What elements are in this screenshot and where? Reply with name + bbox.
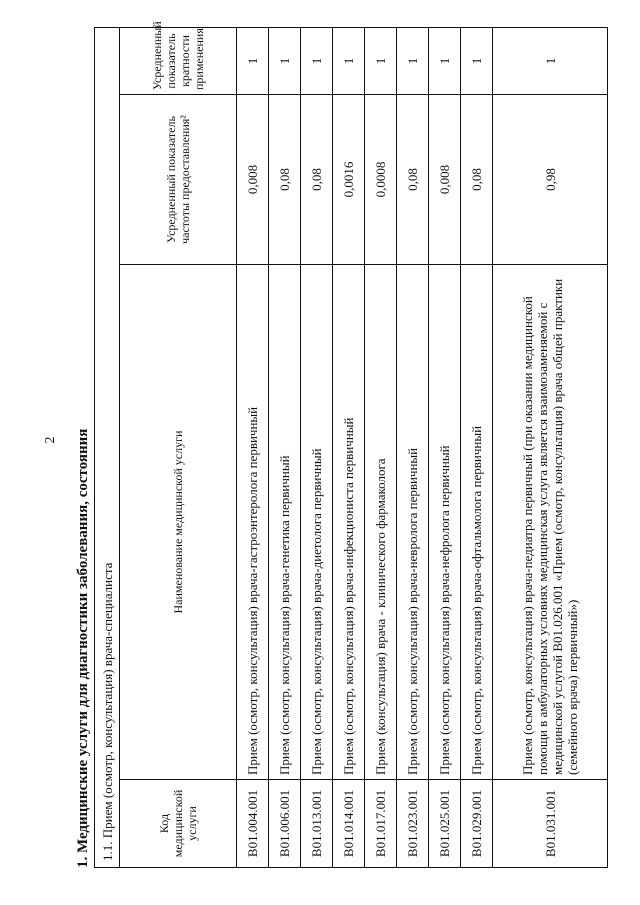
service-frequency: 0,08 xyxy=(301,95,333,265)
service-name: Прием (осмотр, консультация) врача-гастроэнтеролога первичный xyxy=(237,265,269,780)
service-frequency: 0,08 xyxy=(269,95,301,265)
service-frequency: 0,0008 xyxy=(365,95,397,265)
table-row xyxy=(461,27,493,867)
service-name: Прием (консультация) врача - клинического фармаколога xyxy=(365,265,397,780)
table-row xyxy=(429,27,461,867)
service-multiplicity: 1 xyxy=(333,27,365,94)
services-table xyxy=(94,21,608,868)
service-multiplicity: 1 xyxy=(301,27,333,94)
table-row xyxy=(269,27,301,867)
service-code: B01.006.001 xyxy=(269,780,301,868)
service-name: Прием (осмотр, консультация) врача-диетолога первичный xyxy=(301,265,333,780)
service-code: B01.013.001 xyxy=(301,780,333,868)
service-multiplicity: 1 xyxy=(237,27,269,94)
service-frequency: 0,08 xyxy=(397,95,429,265)
service-frequency: 0,0016 xyxy=(333,95,365,265)
table-row xyxy=(333,27,365,867)
section-title: 1. Медицинские услуги для диагностики заболевания, состояния xyxy=(75,428,91,868)
table-row xyxy=(365,27,397,867)
service-code: B01.025.001 xyxy=(429,780,461,868)
table-row xyxy=(493,27,608,867)
service-name: Прием (осмотр, консультация) врача-офтальмолога первичный xyxy=(461,265,493,780)
service-frequency: 0,008 xyxy=(237,95,269,265)
service-frequency: 0,08 xyxy=(461,95,493,265)
rotated-content xyxy=(72,21,640,868)
service-frequency: 0,008 xyxy=(429,95,461,265)
service-name: Прием (осмотр, консультация) врача-нефролога первичный xyxy=(429,265,461,780)
service-multiplicity: 1 xyxy=(429,27,461,94)
header-frequency: Усредненный показатель частоты предоставления² xyxy=(120,95,237,265)
table-row xyxy=(237,27,269,867)
service-code: B01.031.001 xyxy=(493,780,608,868)
service-code: B01.023.001 xyxy=(397,780,429,868)
header-code: Код медицинской услуги xyxy=(120,780,237,868)
service-multiplicity: 1 xyxy=(269,27,301,94)
service-code: B01.029.001 xyxy=(461,780,493,868)
header-name: Наименование медицинской услуги xyxy=(120,265,237,780)
service-multiplicity: 1 xyxy=(365,27,397,94)
service-frequency: 0,98 xyxy=(493,95,608,265)
service-multiplicity: 1 xyxy=(461,27,493,94)
table-row xyxy=(397,27,429,867)
service-code: B01.017.001 xyxy=(365,780,397,868)
subsection-title: 1.1. Прием (осмотр, консультация) врача-специалиста xyxy=(95,27,120,867)
subsection-row xyxy=(95,27,120,867)
header-row xyxy=(120,27,237,867)
service-name: Прием (осмотр, консультация) врача-педиатра первичный (при оказании медицинской помощи в амбулаторных условиях медицинская услуга является взаимозаменяемой с медицинской услугой B01.026.001 «Прием (осмотр, консультация) врача общей практики (семейного врача) первичный») xyxy=(493,265,608,780)
service-name: Прием (осмотр, консультация) врача-невролога первичный xyxy=(397,265,429,780)
service-code: B01.014.001 xyxy=(333,780,365,868)
service-name: Прием (осмотр, консультация) врача-генетика первичный xyxy=(269,265,301,780)
header-multiplicity: Усредненный показатель кратности применения xyxy=(120,27,237,94)
service-multiplicity: 1 xyxy=(397,27,429,94)
table-row xyxy=(301,27,333,867)
service-multiplicity: 1 xyxy=(493,27,608,94)
page-number: 2 xyxy=(43,436,58,444)
service-code: B01.004.001 xyxy=(237,780,269,868)
service-name: Прием (осмотр, консультация) врача-инфекциониста первичный xyxy=(333,265,365,780)
